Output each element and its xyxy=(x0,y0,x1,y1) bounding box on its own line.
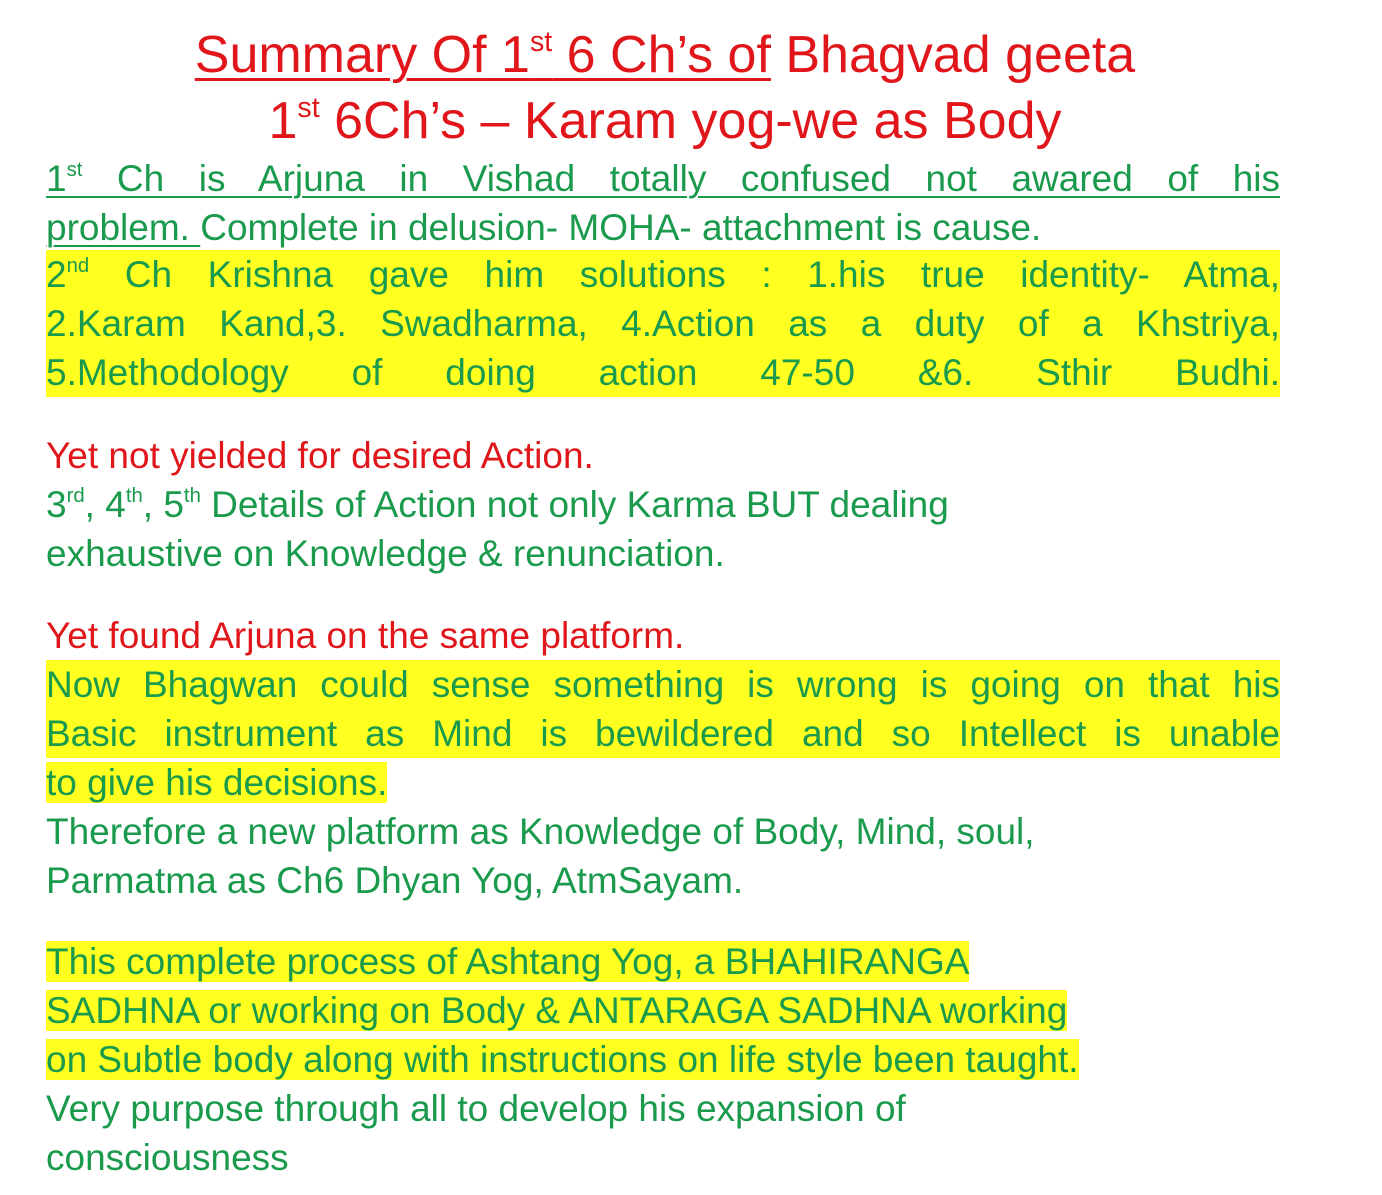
paragraph-line: Very purpose through all to develop his expansion of xyxy=(46,1088,906,1129)
paragraph-chapter-2-highlighted xyxy=(46,250,1280,397)
paragraph-line: Basic instrument as Mind is bewildered and so Intellect is unable xyxy=(46,709,1280,758)
paragraph-chapter-6-highlighted xyxy=(46,660,1280,758)
paragraph-line: problem. Complete in delusion- MOHA- attachment is cause. xyxy=(46,207,1042,248)
paragraph-line: consciousness xyxy=(46,1137,289,1178)
paragraph-line: Now Bhagwan could sense something is wrong is going on that his xyxy=(46,660,1280,709)
paragraph-line: 3rd, 4th, 5th Details of Action not only Karma BUT dealing xyxy=(46,484,949,525)
paragraph-chapter-6-continued xyxy=(46,758,1035,905)
paragraph-line: 2.Karam Kand,3. Swadharma, 4.Action as a duty of a Khstriya, xyxy=(46,303,1280,344)
paragraph-line: SADHNA or working on Body & ANTARAGA SADHNA working xyxy=(46,990,1068,1031)
page-subtitle: 1st 6Ch’s – Karam yog-we as Body xyxy=(268,91,1062,150)
paragraph-line: Yet not yielded for desired Action. xyxy=(46,435,594,476)
paragraph-line: 2nd Ch Krishna gave him solutions : 1.his true identity- Atma, xyxy=(46,254,1280,295)
paragraph-line: 5.Methodology of doing action 47-50 &6. Sthir Budhi. xyxy=(46,352,1280,393)
paragraph-line: to give his decisions. xyxy=(46,762,388,803)
paragraph-line: Parmatma as Ch6 Dhyan Yog, AtmSayam. xyxy=(46,860,744,901)
paragraph-line: exhaustive on Knowledge & renunciation. xyxy=(46,533,725,574)
paragraph-line: Yet found Arjuna on the same platform. xyxy=(46,615,685,656)
paragraph-chapter-1 xyxy=(46,154,1280,252)
paragraph-line: Therefore a new platform as Knowledge of Body, Mind, soul, xyxy=(46,811,1035,852)
paragraph-chapter-6 xyxy=(46,611,684,660)
paragraph-line: This complete process of Ashtang Yog, a BHAHIRANGA xyxy=(46,941,970,982)
page-title: Summary Of 1st 6 Ch’s of Bhagvad geeta xyxy=(194,25,1136,84)
paragraph-ashtang-yog xyxy=(46,937,1079,1182)
paragraph-line: on Subtle body along with instructions on life style been taught. xyxy=(46,1039,1079,1080)
paragraph-chapters-3-5 xyxy=(46,431,949,578)
paragraph-line: 1st Ch is Arjuna in Vishad totally confused not awared of his xyxy=(46,158,1280,199)
title-underlined-part: Summary Of 1st 6 Ch’s of xyxy=(194,25,771,84)
